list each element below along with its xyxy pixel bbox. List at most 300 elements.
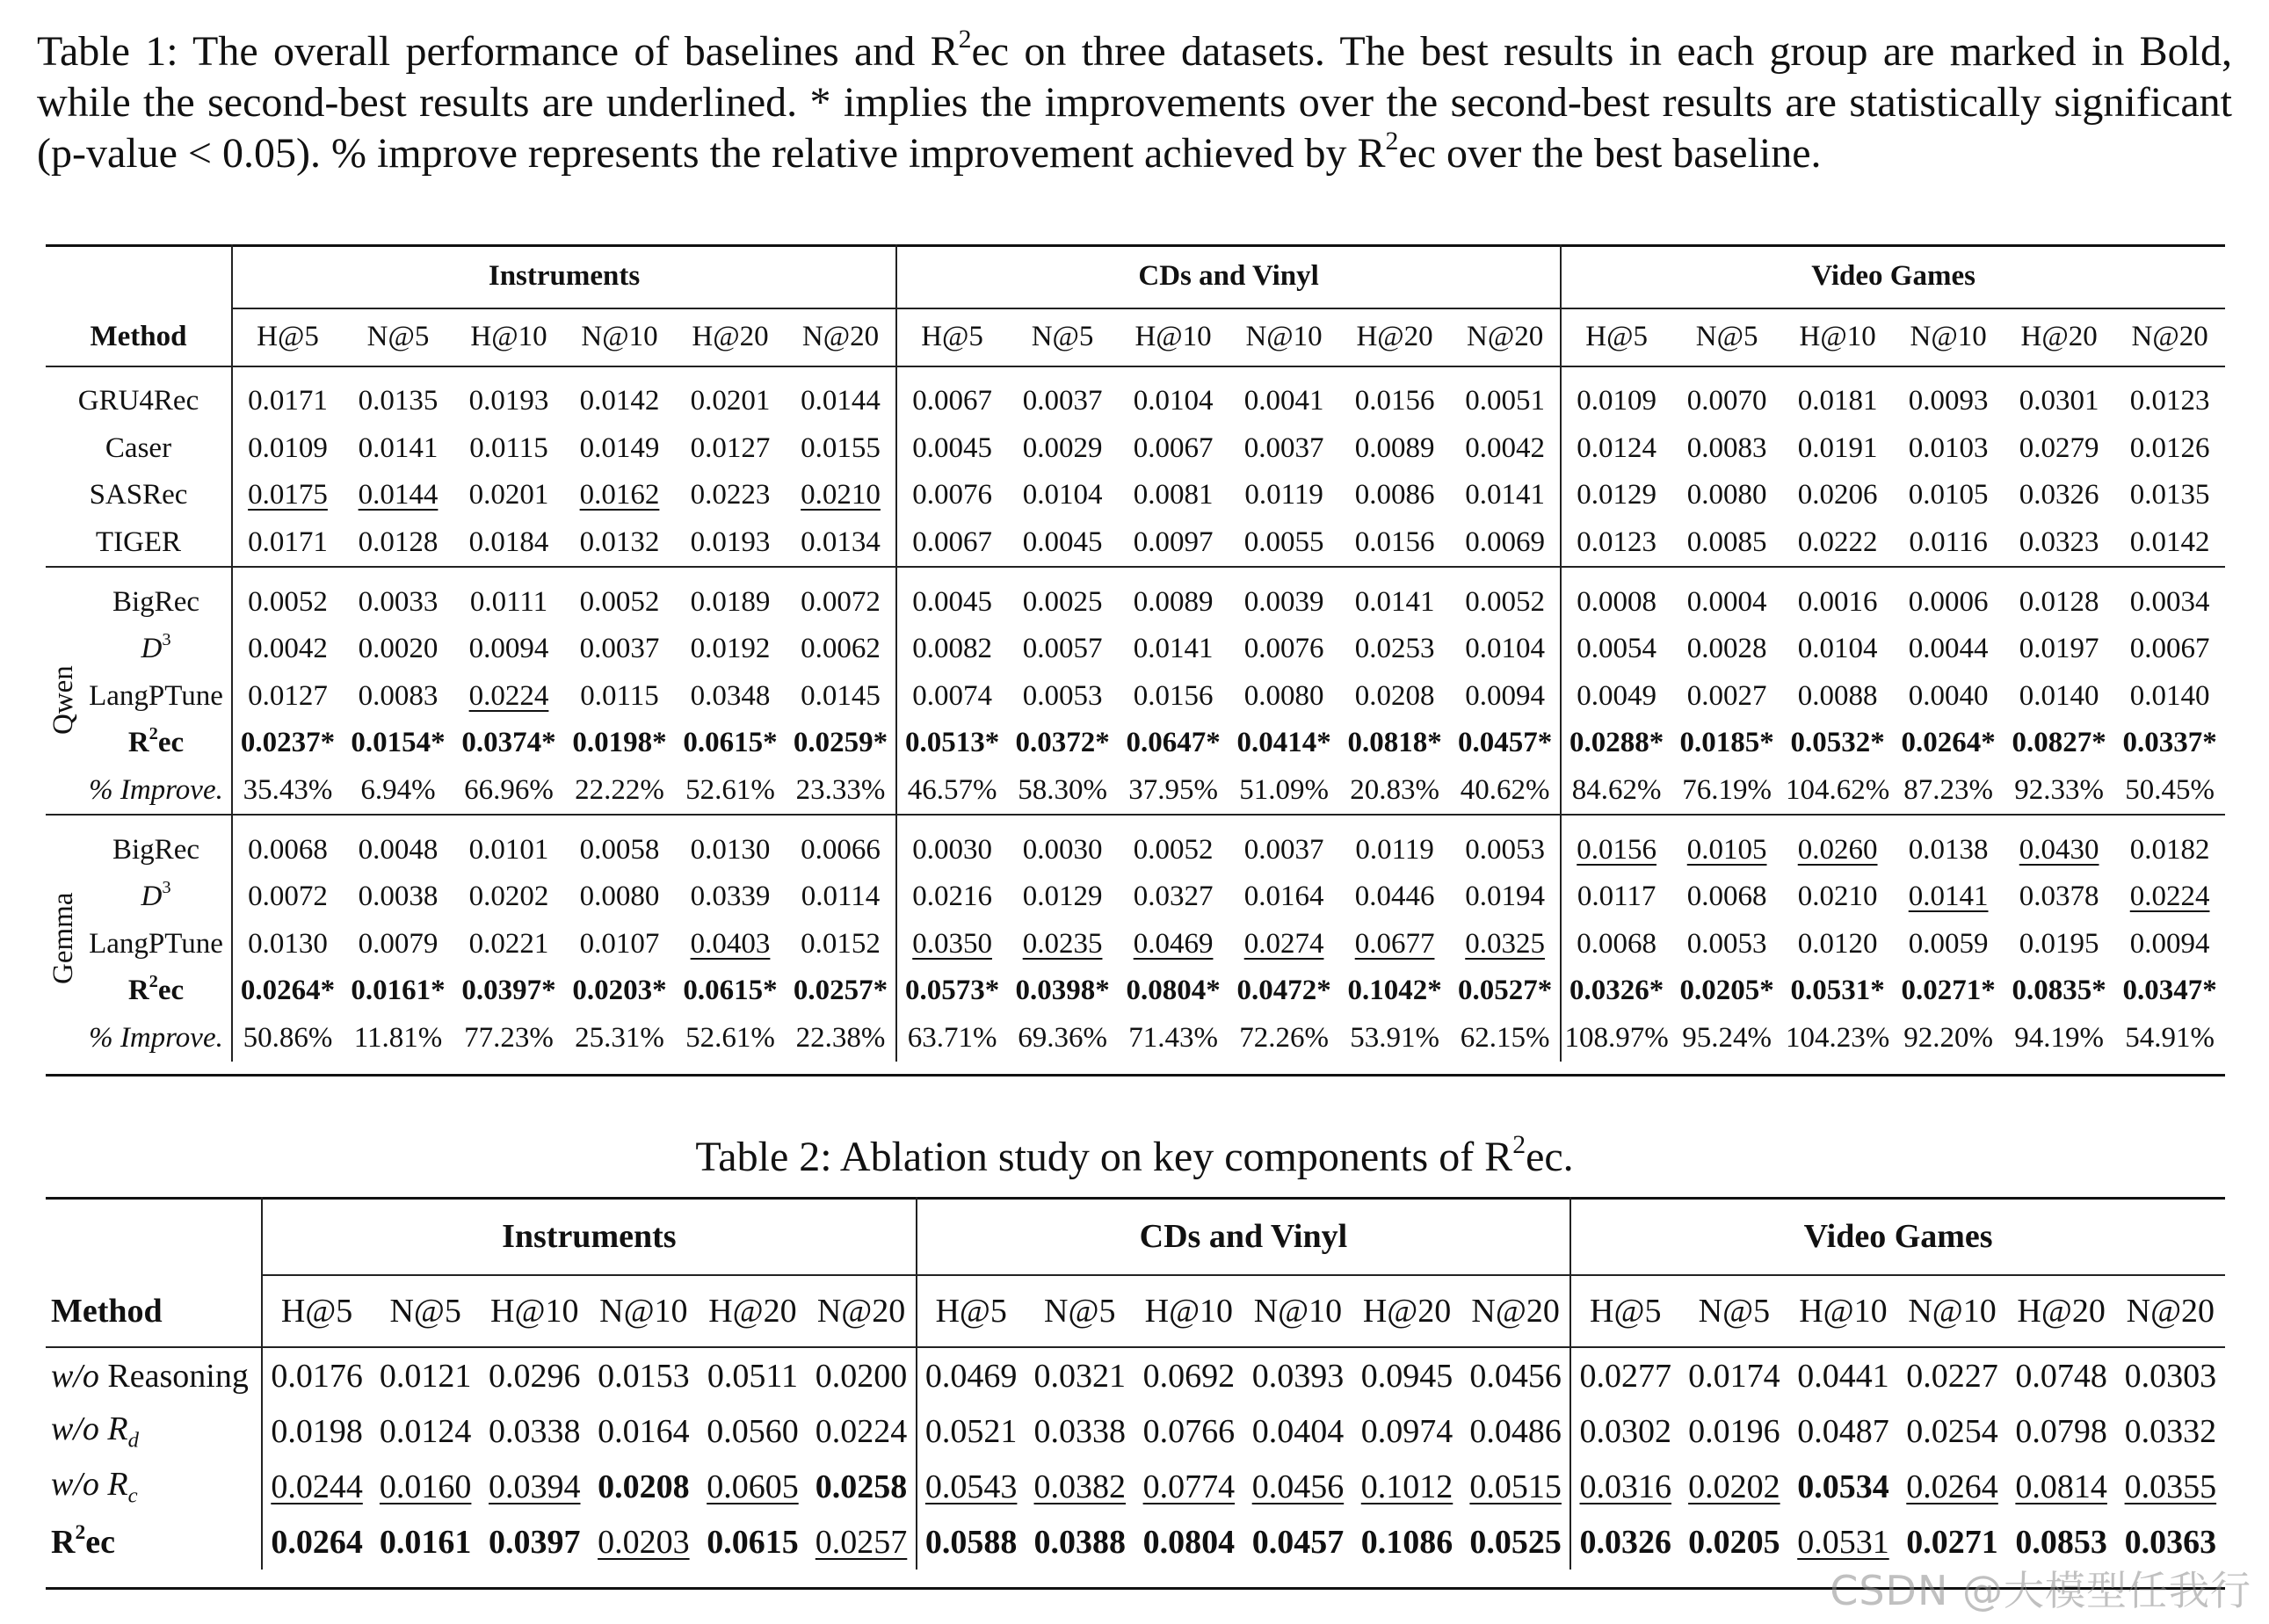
value-cell: 0.0037 [1007, 366, 1118, 425]
value-cell: 0.0171 [232, 366, 343, 425]
metric-header: H@20 [2017, 1293, 2106, 1330]
value-cell: 0.0189 [675, 567, 786, 626]
value-cell: 0.0161 [379, 1523, 472, 1561]
value-cell: 0.0067 [2129, 633, 2210, 665]
value-cell: 0.0224 [2129, 881, 2210, 913]
value-cell: 0.0430 [2004, 815, 2114, 874]
table1-caption: Table 1: The overall performance of baselines and $R^2ec$ on three datasets. The best results in each group are marked in Bold, while the second-best results are underlined. * implies the improvements over the second-best results are statistically significant (p-value < 0.05). % improve represents the relative improvement achieved by $R^2ec$ over the best baseline. [37, 25, 2233, 177]
value-cell: 0.0338 [1033, 1412, 1126, 1450]
value-cell: 0.0441 [1788, 1347, 1897, 1403]
metric-header: H@5 [1590, 1293, 1662, 1330]
table-row [46, 921, 2225, 968]
value-cell: 0.0397* [461, 975, 556, 1007]
value-cell: 0.0853 [2015, 1523, 2107, 1561]
method-cell: $R^2ec$ [46, 720, 232, 767]
method-cell: w/o $R_c$ [46, 1459, 262, 1514]
metric-header: H@5 [257, 320, 319, 352]
method-header: Method [46, 1276, 262, 1347]
value-cell: 0.0103 [1908, 431, 1989, 464]
value-cell: 0.0052 [564, 567, 675, 626]
value-cell: 0.0588 [924, 1523, 1018, 1561]
value-cell: 20.83% [1350, 774, 1439, 807]
value-cell: 0.0237* [240, 727, 336, 759]
value-cell: 0.0068 [1577, 927, 1656, 960]
value-cell: 0.0057 [1022, 633, 1103, 665]
value-cell: 22.38% [786, 1015, 896, 1062]
metric-header: H@10 [490, 1293, 579, 1330]
value-cell: 0.0279 [2019, 431, 2099, 464]
value-cell: 58.30% [1018, 774, 1107, 807]
value-cell: 0.0521 [924, 1412, 1018, 1450]
value-cell: 0.0338 [489, 1412, 581, 1450]
value-cell: 0.0123 [1577, 526, 1656, 559]
value-cell: 69.36% [1018, 1022, 1107, 1055]
value-cell: 108.97% [1564, 1022, 1669, 1055]
value-cell: 25.31% [575, 1022, 664, 1055]
method-cell: BigRec [46, 815, 232, 874]
value-cell: 0.0080 [1243, 679, 1324, 712]
method-cell: % Improve. [46, 1015, 232, 1062]
value-cell: 0.0067 [1133, 431, 1214, 464]
value-cell: 0.0271 [1906, 1523, 1998, 1561]
value-cell: 0.0221 [468, 927, 549, 960]
value-cell: 0.0531* [1790, 975, 1885, 1007]
table1 [46, 244, 2225, 1062]
value-cell: 0.0111 [453, 567, 564, 626]
value-cell: 0.0135 [2129, 479, 2210, 511]
value-cell: 0.0072 [248, 881, 328, 913]
metric-header: N@5 [1695, 320, 1758, 352]
value-cell: 0.0615* [683, 727, 778, 759]
value-cell: 84.62% [1571, 774, 1662, 807]
value-cell: 0.0677 [1354, 927, 1435, 960]
value-cell: 0.0149 [579, 431, 660, 464]
value-cell: 0.0348 [690, 679, 771, 712]
table-row [46, 472, 2225, 519]
value-cell: 0.0382 [1033, 1468, 1126, 1505]
value-cell: 0.0027 [1686, 679, 1767, 712]
value-cell: 95.24% [1682, 1022, 1772, 1055]
gemma-group-label: Gemma [47, 892, 79, 984]
table-row [46, 1347, 2225, 1403]
value-cell: 0.0066 [786, 815, 896, 874]
value-cell: 0.0257 [807, 1514, 916, 1570]
value-cell: 50.45% [2125, 774, 2215, 807]
value-cell: 0.0216 [912, 881, 992, 913]
value-cell: 54.91% [2125, 1022, 2215, 1055]
value-cell: 50.86% [243, 1022, 333, 1055]
value-cell: 0.0083 [1686, 431, 1767, 464]
value-cell: 0.0224 [468, 679, 549, 712]
table-row [46, 366, 2225, 425]
value-cell: 0.0074 [912, 679, 992, 712]
value-cell: 0.0140 [2129, 679, 2210, 712]
value-cell: 94.19% [2014, 1022, 2104, 1055]
value-cell: 0.0116 [1909, 526, 1988, 559]
value-cell: 0.0059 [1908, 927, 1989, 960]
value-cell: 0.0210 [1797, 881, 1878, 913]
metric-header: N@10 [1908, 1293, 1997, 1330]
value-cell: 0.0134 [786, 519, 896, 568]
value-cell: 0.0040 [1908, 679, 1989, 712]
value-cell: 0.0037 [1229, 815, 1339, 874]
value-cell: 0.1042* [1347, 975, 1442, 1007]
table-row [46, 519, 2225, 568]
metric-header: N@5 [1044, 1293, 1116, 1330]
metric-header: H@10 [1799, 1293, 1888, 1330]
metric-header: H@5 [280, 1293, 353, 1330]
value-cell: 0.0224 [807, 1403, 916, 1459]
table-row [46, 815, 2225, 874]
value-cell: 0.0144 [358, 479, 439, 511]
value-cell: 0.0156 [1561, 815, 1671, 874]
method-cell: SASRec [46, 472, 232, 519]
value-cell: 104.62% [1786, 774, 1890, 807]
value-cell: 0.0097 [1133, 526, 1214, 559]
group-header: CDs and Vinyl [917, 1197, 1571, 1276]
value-cell: 0.0141 [1339, 567, 1450, 626]
value-cell: 0.0339 [690, 881, 771, 913]
value-cell: 0.0327 [1133, 881, 1214, 913]
value-cell: 0.0044 [1908, 633, 1989, 665]
value-cell: 0.0804 [1142, 1523, 1236, 1561]
value-cell: 0.0053 [1686, 927, 1767, 960]
value-cell: 0.0835* [2012, 975, 2106, 1007]
value-cell: 0.0080 [579, 881, 660, 913]
value-cell: 0.0042 [248, 633, 328, 665]
table-row [46, 567, 2225, 626]
value-cell: 0.0258 [807, 1459, 916, 1514]
value-cell: 0.0469 [1133, 927, 1214, 960]
value-cell: 0.0525 [1461, 1514, 1570, 1570]
group-header: Instruments [262, 1197, 917, 1276]
method-cell: $R^2ec$ [46, 1514, 262, 1570]
value-cell: 0.0388 [1033, 1523, 1126, 1561]
value-cell: 0.0080 [1686, 479, 1767, 511]
value-cell: 0.0156 [1354, 526, 1435, 559]
value-cell: 0.0195 [2019, 927, 2099, 960]
value-cell: 0.0235 [1022, 927, 1103, 960]
value-cell: 0.0605 [707, 1468, 799, 1505]
value-cell: 0.0208 [1354, 679, 1435, 712]
value-cell: 0.0058 [564, 815, 675, 874]
table-row [46, 874, 2225, 921]
value-cell: 0.0259* [786, 720, 896, 767]
value-cell: 0.0006 [1893, 567, 2004, 626]
value-cell: 0.0223 [690, 479, 771, 511]
value-cell: 0.0101 [453, 815, 564, 874]
value-cell: 0.0153 [589, 1347, 698, 1403]
value-cell: 6.94% [360, 774, 436, 807]
table2 [46, 1197, 2225, 1570]
table2-caption: Table 2: Ablation study on key components of $R^2ec$. [695, 1130, 1574, 1180]
value-cell: 0.0469 [917, 1347, 1026, 1403]
value-cell: 0.0181 [1782, 366, 1893, 425]
value-cell: 0.0264* [240, 975, 336, 1007]
value-cell: 0.0030 [896, 815, 1007, 874]
table-row [46, 968, 2225, 1015]
value-cell: 0.0264 [1906, 1468, 1998, 1505]
value-cell: 0.0094 [2129, 927, 2210, 960]
value-cell: 0.0198* [572, 727, 667, 759]
value-cell: 0.0326 [2019, 479, 2099, 511]
value-cell: 0.0161* [351, 975, 446, 1007]
value-cell: 0.0260 [1782, 815, 1893, 874]
value-cell: 0.0513* [904, 727, 1000, 759]
value-cell: 0.0037 [579, 633, 660, 665]
value-cell: 0.0393 [1243, 1347, 1352, 1403]
value-cell: 0.0827* [2012, 727, 2106, 759]
value-cell: 0.0274 [1243, 927, 1324, 960]
value-cell: 87.23% [1903, 774, 1993, 807]
value-cell: 0.0052 [232, 567, 343, 626]
value-cell: 0.0130 [675, 815, 786, 874]
group-header: Video Games [1803, 1218, 1993, 1255]
value-cell: 0.0123 [2114, 366, 2225, 425]
value-cell: 0.0109 [248, 431, 328, 464]
value-cell: 0.0104 [1118, 366, 1229, 425]
value-cell: 0.0085 [1686, 526, 1767, 559]
value-cell: 0.0104 [1450, 626, 1561, 673]
value-cell: 0.0070 [1671, 366, 1782, 425]
value-cell: 0.0055 [1243, 526, 1324, 559]
value-cell: 0.0814 [2015, 1468, 2107, 1505]
value-cell: 0.0038 [358, 881, 439, 913]
value-cell: 35.43% [243, 774, 333, 807]
value-cell: 0.0748 [2007, 1347, 2116, 1403]
metric-header: H@20 [1356, 320, 1433, 352]
method-cell: $D^3$ [46, 874, 232, 921]
value-cell: 0.0350 [912, 927, 992, 960]
value-cell: 0.0105 [1671, 815, 1782, 874]
value-cell: 0.0115 [469, 431, 548, 464]
table-row [46, 626, 2225, 673]
value-cell: 0.0201 [675, 366, 786, 425]
value-cell: 0.0191 [1797, 431, 1878, 464]
value-cell: 51.09% [1239, 774, 1329, 807]
value-cell: 0.0372* [1015, 727, 1110, 759]
value-cell: 0.0045 [912, 431, 992, 464]
metric-header: H@10 [1134, 320, 1212, 352]
value-cell: 23.33% [786, 767, 896, 816]
value-cell: 0.0332 [2124, 1412, 2217, 1450]
value-cell: 0.0316 [1579, 1468, 1672, 1505]
value-cell: 0.0052 [1118, 815, 1229, 874]
value-cell: 0.0141 [358, 431, 439, 464]
value-cell: 0.0029 [1022, 431, 1103, 464]
value-cell: 0.0288* [1569, 727, 1664, 759]
value-cell: 0.0264 [271, 1523, 363, 1561]
corner-cell [46, 1197, 262, 1276]
value-cell: 104.23% [1786, 1022, 1890, 1055]
value-cell: 0.0560 [707, 1412, 799, 1450]
value-cell: 0.0301 [2004, 366, 2114, 425]
value-cell: 0.0446 [1354, 881, 1435, 913]
value-cell: 62.15% [1450, 1015, 1561, 1062]
value-cell: 0.0119 [1244, 479, 1323, 511]
value-cell: 0.0141 [1908, 881, 1989, 913]
value-cell: 0.0210 [786, 472, 896, 519]
value-cell: 0.0456 [1251, 1468, 1345, 1505]
value-cell: 0.0142 [2129, 526, 2210, 559]
value-cell: 53.91% [1350, 1022, 1439, 1055]
value-cell: 0.0192 [690, 633, 771, 665]
value-cell: 0.0182 [2114, 815, 2225, 874]
value-cell: 0.0129 [1022, 881, 1103, 913]
value-cell: 0.0208 [598, 1468, 690, 1505]
table-row [46, 1459, 2225, 1514]
metric-header: N@10 [1245, 320, 1323, 352]
value-cell: 0.0303 [2116, 1347, 2225, 1403]
value-cell: 92.20% [1903, 1022, 1993, 1055]
value-cell: 0.0244 [271, 1468, 363, 1505]
value-cell: 0.0573* [904, 975, 1000, 1007]
value-cell: 0.0201 [468, 479, 549, 511]
value-cell: 0.0088 [1797, 679, 1878, 712]
method-cell: $D^3$ [46, 626, 232, 673]
value-cell: 0.0089 [1354, 431, 1435, 464]
table-row [46, 767, 2225, 816]
value-cell: 52.61% [685, 1022, 775, 1055]
value-cell: 0.0033 [343, 567, 453, 626]
value-cell: 0.0037 [1243, 431, 1324, 464]
value-cell: 0.0323 [2019, 526, 2099, 559]
value-cell: 0.0072 [786, 567, 896, 626]
table-row [46, 425, 2225, 473]
method-cell: Caser [46, 425, 232, 473]
value-cell: 0.0105 [1908, 479, 1989, 511]
metric-header: H@10 [1799, 320, 1876, 352]
value-cell: 0.0203 [598, 1523, 690, 1561]
value-cell: 0.0104 [1022, 479, 1103, 511]
value-cell: 92.33% [2014, 774, 2104, 807]
value-cell: 0.0156 [1133, 679, 1214, 712]
table1-bottom-rule [46, 1074, 2225, 1077]
value-cell: 0.0062 [786, 626, 896, 673]
value-cell: 0.0222 [1797, 526, 1878, 559]
value-cell: 0.0083 [358, 679, 439, 712]
value-cell: 22.22% [575, 774, 664, 807]
value-cell: 0.0175 [248, 479, 328, 511]
group-header: CDs and Vinyl [896, 244, 1561, 308]
metric-header: N@20 [1461, 1276, 1570, 1347]
value-cell: 0.0205 [1688, 1523, 1780, 1561]
value-cell: 0.0397 [489, 1523, 581, 1561]
method-cell: w/o Reasoning [46, 1347, 262, 1403]
value-cell: 0.0974 [1360, 1412, 1453, 1450]
value-cell: 0.0020 [358, 633, 439, 665]
value-cell: 0.0171 [248, 526, 328, 559]
value-cell: 0.0104 [1797, 633, 1878, 665]
value-cell: 71.43% [1128, 1022, 1218, 1055]
value-cell: 0.0120 [1797, 927, 1878, 960]
value-cell: 46.57% [907, 774, 997, 807]
value-cell: 0.0016 [1782, 567, 1893, 626]
value-cell: 0.0945 [1352, 1347, 1461, 1403]
value-cell: 0.0185* [1679, 727, 1774, 759]
value-cell: 0.0004 [1671, 567, 1782, 626]
value-cell: 0.0068 [1686, 881, 1767, 913]
value-cell: 0.0129 [1577, 479, 1656, 511]
value-cell: 0.0052 [1450, 567, 1561, 626]
value-cell: 0.0114 [786, 874, 896, 921]
value-cell: 0.0121 [371, 1347, 480, 1403]
value-cell: 0.0257* [786, 968, 896, 1015]
value-cell: 0.0254 [1906, 1412, 1998, 1450]
value-cell: 0.0132 [579, 526, 660, 559]
metric-header: N@20 [2131, 320, 2208, 352]
value-cell: 0.0093 [1893, 366, 2004, 425]
value-cell: 0.0127 [248, 679, 328, 712]
value-cell: 0.0034 [2114, 567, 2225, 626]
value-cell: 0.0119 [1339, 815, 1450, 874]
value-cell: 0.0067 [912, 526, 992, 559]
value-cell: 0.0766 [1142, 1412, 1236, 1450]
value-cell: 0.0051 [1450, 366, 1561, 425]
metric-header: N@20 [807, 1276, 916, 1347]
value-cell: 0.0200 [807, 1347, 916, 1403]
value-cell: 0.0008 [1561, 567, 1671, 626]
value-cell: 0.0374* [461, 727, 556, 759]
value-cell: 0.0487 [1797, 1412, 1889, 1450]
value-cell: 0.0193 [453, 366, 564, 425]
value-cell: 0.0355 [2124, 1468, 2217, 1505]
metric-header: N@10 [1910, 320, 1987, 352]
value-cell: 11.81% [353, 1022, 443, 1055]
watermark: CSDN @大模型任我行 [1830, 1567, 2251, 1614]
value-cell: 0.0403 [690, 927, 771, 960]
metric-header: N@5 [366, 320, 430, 352]
value-cell: 0.0141 [1133, 633, 1214, 665]
value-cell: 0.0081 [1133, 479, 1214, 511]
method-cell: LangPTune [46, 921, 232, 968]
value-cell: 0.0048 [343, 815, 453, 874]
value-cell: 0.0325 [1450, 921, 1561, 968]
value-cell: 0.0045 [1022, 526, 1103, 559]
value-cell: 37.95% [1128, 774, 1218, 807]
metric-header: H@10 [470, 320, 547, 352]
value-cell: 0.0160 [379, 1468, 472, 1505]
value-cell: 0.0155 [786, 425, 896, 473]
value-cell: 0.0202 [468, 881, 549, 913]
metric-header: H@5 [921, 320, 983, 352]
value-cell: 0.0138 [1893, 815, 2004, 874]
value-cell: 0.0203* [572, 975, 667, 1007]
value-cell: 0.0193 [690, 526, 771, 559]
value-cell: 0.0128 [358, 526, 439, 559]
value-cell: 40.62% [1450, 767, 1561, 816]
value-cell: 66.96% [464, 774, 554, 807]
value-cell: 0.0025 [1007, 567, 1118, 626]
value-cell: 0.0321 [1026, 1347, 1134, 1403]
value-cell: 0.0227 [1898, 1347, 2007, 1403]
value-cell: 72.26% [1239, 1022, 1329, 1055]
value-cell: 0.0692 [1134, 1347, 1243, 1403]
value-cell: 0.0394 [489, 1468, 581, 1505]
value-cell: 0.0086 [1354, 479, 1435, 511]
value-cell: 0.0532* [1790, 727, 1885, 759]
value-cell: 0.0107 [579, 927, 660, 960]
value-cell: 0.0142 [564, 366, 675, 425]
value-cell: 0.0156 [1339, 366, 1450, 425]
value-cell: 0.0082 [912, 633, 992, 665]
value-cell: 0.0615 [707, 1523, 799, 1561]
value-cell: 52.61% [685, 774, 775, 807]
value-cell: 0.0141 [1450, 472, 1561, 519]
value-cell: 0.0253 [1354, 633, 1435, 665]
value-cell: 0.0271* [1901, 975, 1996, 1007]
value-cell: 0.1012 [1360, 1468, 1453, 1505]
